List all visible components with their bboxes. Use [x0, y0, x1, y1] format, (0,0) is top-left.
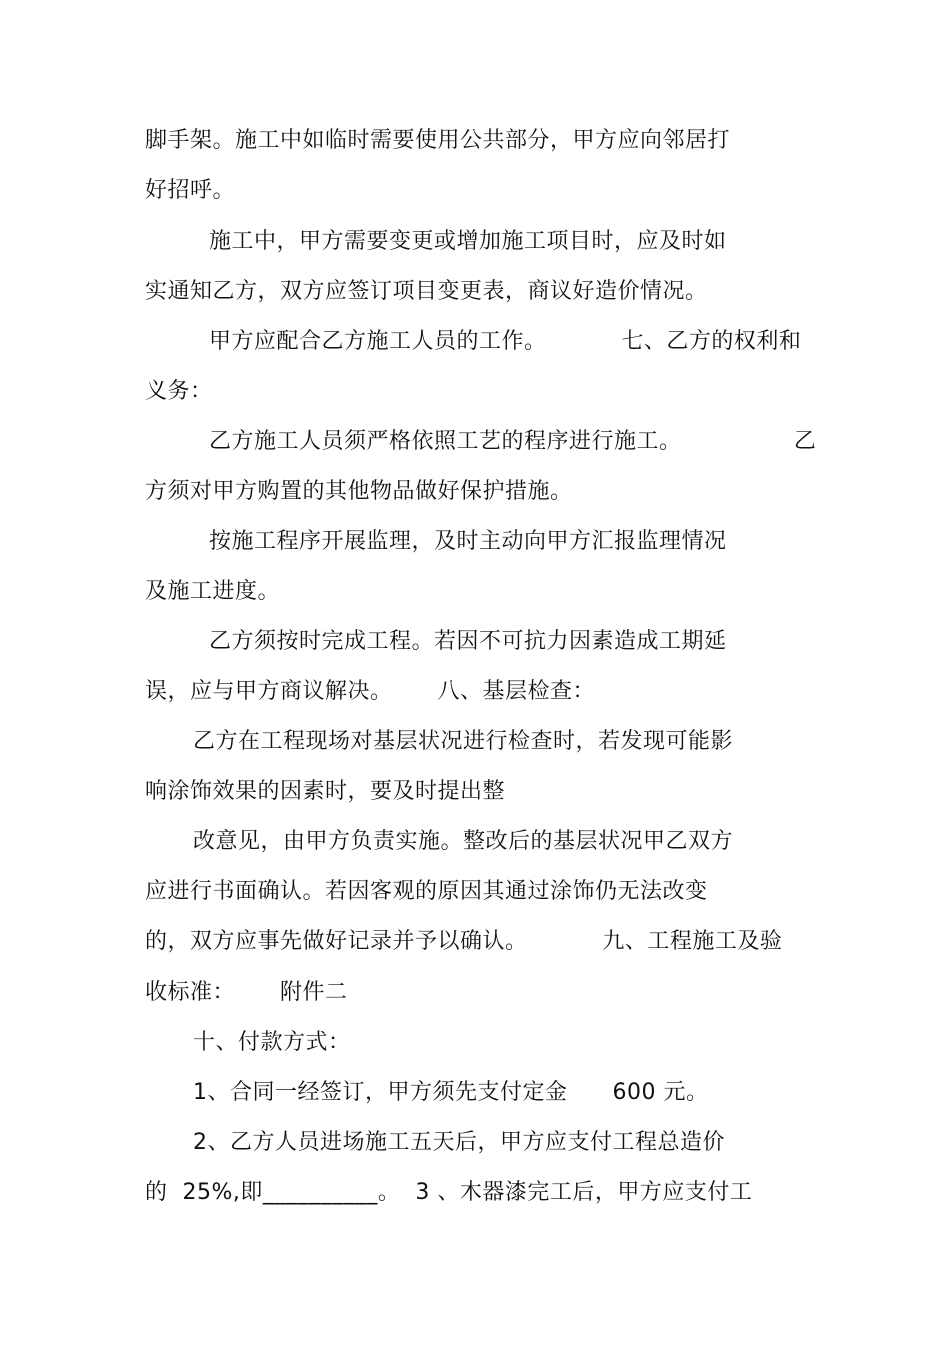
- text-line: 乙方在工程现场对基层状况进行检查时，若发现可能影: [193, 729, 734, 754]
- text-line: 的，双方应事先做好记录并予以确认。 九、工程施工及验: [145, 929, 783, 954]
- text-line: 响涂饰效果的因素时，要及时提出整: [145, 779, 506, 804]
- text-line: 义务：: [145, 379, 213, 404]
- text-line: 按施工程序开展监理，及时主动向甲方汇报监理情况: [209, 529, 727, 554]
- text-line: 施工中，甲方需要变更或增加施工项目时，应及时如: [209, 229, 727, 254]
- text-line: 方须对甲方购置的其他物品做好保护措施。: [145, 479, 573, 504]
- text-line: 1、合同一经签订，甲方须先支付定金 600 元。: [193, 1080, 709, 1105]
- text-line: 误，应与甲方商议解决。 八、基层检查：: [145, 679, 595, 704]
- text-line: 收标准： 附件二: [145, 980, 348, 1005]
- text-line: 2、乙方人员进场施工五天后，甲方应支付工程总造价: [193, 1130, 725, 1155]
- text-line: 十、付款方式：: [193, 1030, 351, 1055]
- text-line: 乙方施工人员须严格依照工艺的程序进行施工。 乙: [209, 429, 817, 454]
- text-line: 乙方须按时完成工程。若因不可抗力因素造成工期延: [209, 629, 727, 654]
- text-line: 脚手架。施工中如临时需要使用公共部分，甲方应向邻居打: [145, 128, 731, 153]
- text-line: 实通知乙方，双方应签订项目变更表，商议好造价情况。: [145, 279, 708, 304]
- text-line: 应进行书面确认。若因客观的原因其通过涂饰仍无法改变: [145, 879, 708, 904]
- text-line: 改意见，由甲方负责实施。整改后的基层状况甲乙双方: [193, 829, 734, 854]
- text-line: 及施工进度。: [145, 579, 281, 604]
- text-line: 好招呼。: [145, 178, 236, 203]
- text-line: 的 25%,即__________。 3 、木器漆完工后，甲方应支付工: [145, 1180, 753, 1205]
- text-line: 甲方应配合乙方施工人员的工作。 七、乙方的权利和: [209, 329, 802, 354]
